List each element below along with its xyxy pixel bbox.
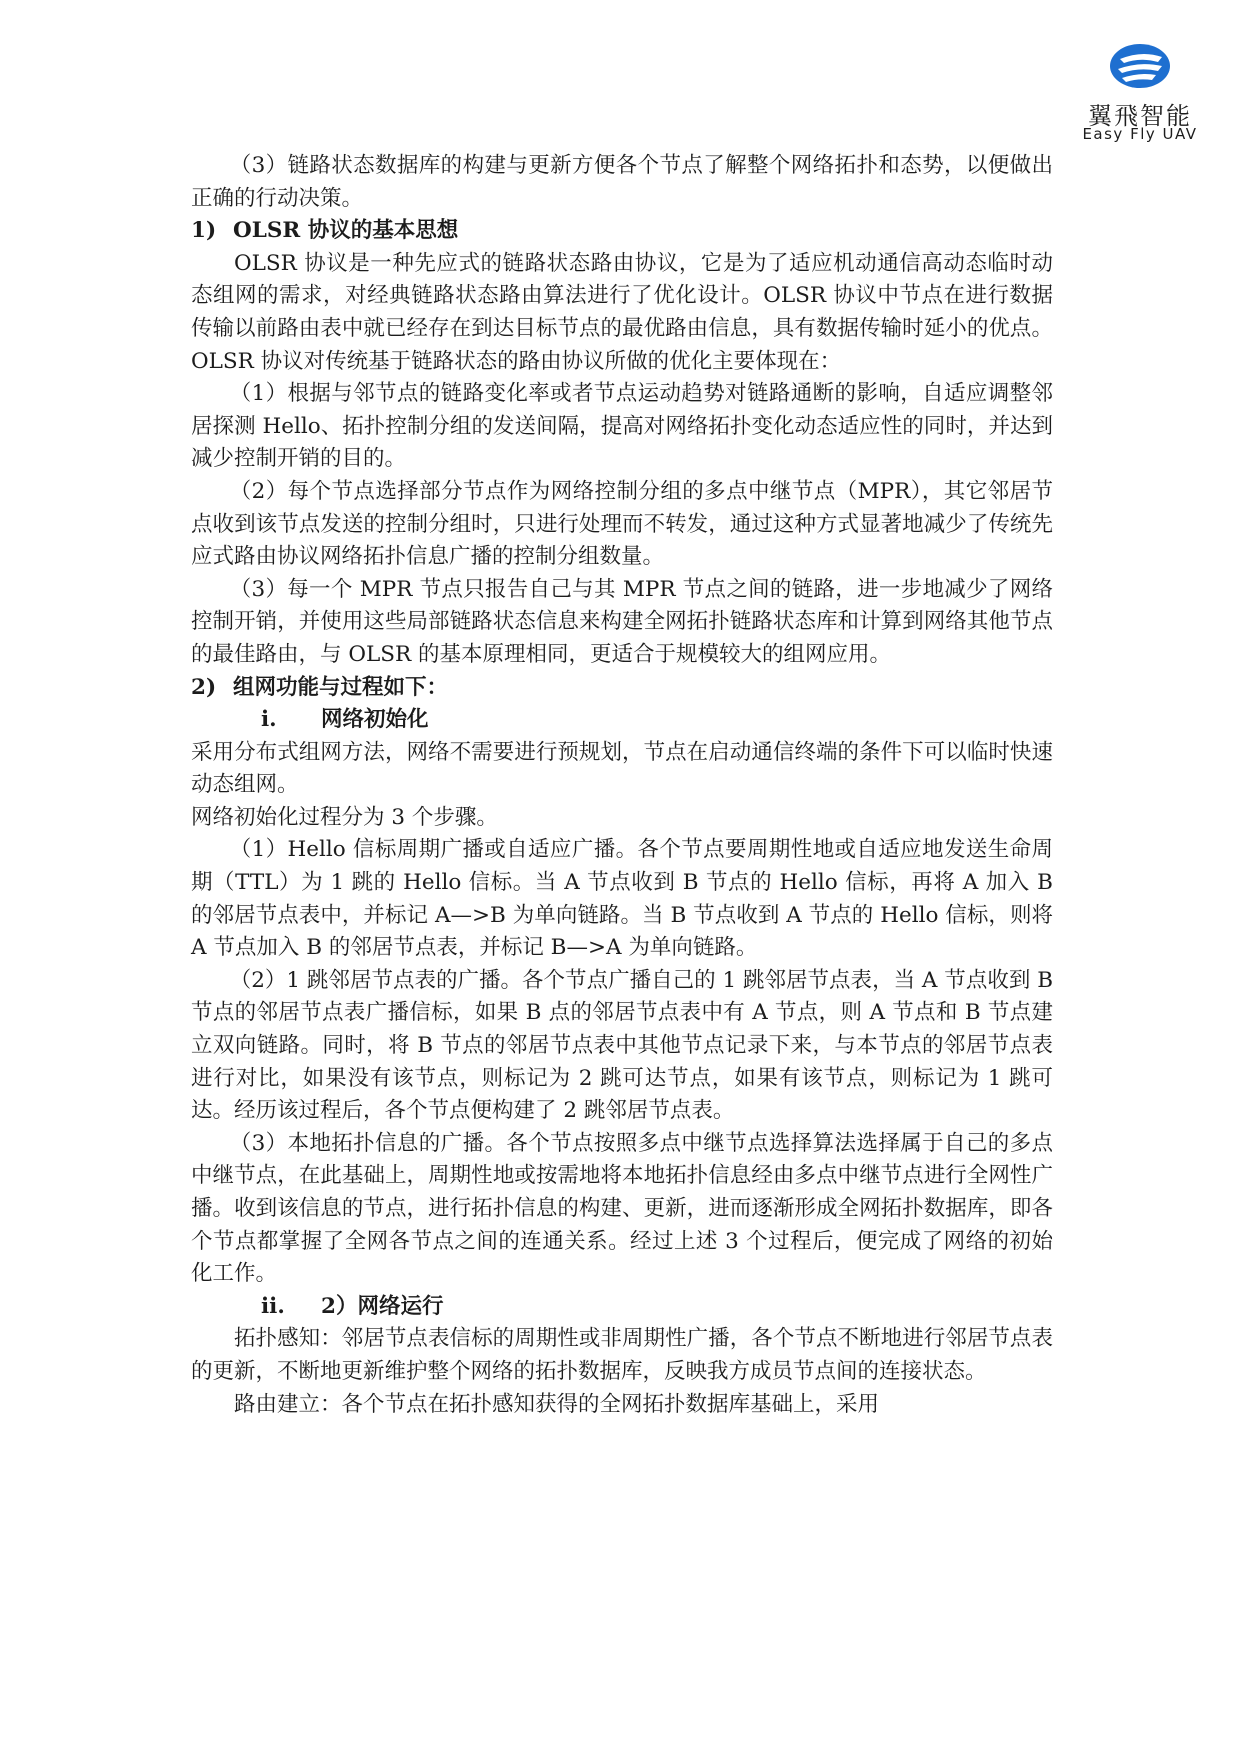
paragraph: （2）1 跳邻居节点表的广播。各个节点广播自己的 1 跳邻居节点表，当 A 节点收到 B 节点的邻居节点表广播信标，如果 B 点的邻居节点表中有 A 节点，则 A 节点和 B 节点建立双向链路。同时，将 B 节点的邻居节点表中其他节点记录下来，与本节点的邻居节点表进行对比，如果没有该节点，则标记为 2 跳可达节点，如果有该节点，则标记为 1 跳可达。经历该过程后，各个节点便构建了 2 跳邻居节点表。	[191, 967, 1053, 1124]
section-title: 组网功能与过程如下：	[233, 674, 449, 700]
subsection-number: ii.	[261, 1293, 285, 1319]
section-number: 2)	[191, 674, 217, 700]
paragraph: （3）每一个 MPR 节点只报告自己与其 MPR 节点之间的链路，进一步地减少了网络控制开销，并使用这些局部链路状态信息来构建全网拓扑链路状态库和计算到网络其他节点的最佳路由，与 OLSR 的基本原理相同，更适合于规模较大的组网应用。	[191, 576, 1053, 667]
section-title: OLSR 协议的基本思想	[233, 218, 459, 244]
paragraph: （1）Hello 信标周期广播或自适应广播。各个节点要周期性地或自适应地发送生命周期（TTL）为 1 跳的 Hello 信标。当 A 节点收到 B 节点的 Hello 信标，再将 A 加入 B 的邻居节点表中，并标记 A—>B 为单向链路。当 B 节点收到 A 节点的 Hello 信标，则将 A 节点加入 B 的邻居节点表，并标记 B—>A 为单向链路。	[191, 837, 1053, 961]
subsection-heading-ii	[191, 1291, 1053, 1324]
paragraph: （1）根据与邻节点的链路变化率或者节点运动趋势对链路通断的影响，自适应调整邻居探测 Hello、拓扑控制分组的发送间隔，提高对网络拓扑变化动态适应性的同时，并达到减少控制开销的目的。	[191, 381, 1053, 472]
paragraph: （2）每个节点选择部分节点作为网络控制分组的多点中继节点（MPR），其它邻居节点收到该节点发送的控制分组时，只进行处理而不转发，通过这种方式显著地减少了传统先应式路由协议网络拓扑信息广播的控制分组数量。	[191, 478, 1053, 570]
brand-name-en: Easy Fly UAV	[1082, 125, 1198, 143]
subsection-title: 网络初始化	[321, 707, 429, 733]
section-heading-2	[191, 672, 1053, 705]
subsection-heading-i	[191, 704, 1053, 737]
paragraph: 网络初始化过程分为 3 个步骤。	[191, 804, 498, 830]
brand-name-cn: 翼飛智能	[1088, 102, 1192, 130]
paragraph: OLSR 协议是一种先应式的链路状态路由协议，它是为了适应机动通信高动态临时动态组网的需求，对经典链路状态路由算法进行了优化设计。OLSR 协议中节点在进行数据传输以前路由表中就已经存在到达目标节点的最优路由信息，具有数据传输时延小的优点。OLSR 协议对传统基于链路状态的路由协议所做的优化主要体现在：	[191, 250, 1053, 374]
document-body	[191, 150, 1053, 1421]
easy-fly-logo-icon	[1108, 42, 1172, 90]
paragraph-intro: （3）链路状态数据库的构建与更新方便各个节点了解整个网络拓扑和态势，以便做出正确的行动决策。	[191, 153, 1053, 211]
paragraph: （3）本地拓扑信息的广播。各个节点按照多点中继节点选择算法选择属于自己的多点中继节点，在此基础上，周期性地或按需地将本地拓扑信息经由多点中继节点进行全网性广播。收到该信息的节点，进行拓扑信息的构建、更新，进而逐渐形成全网拓扑数据库，即各个节点都掌握了全网各节点之间的连通关系。经过上述 3 个过程后，便完成了网络的初始化工作。	[191, 1130, 1053, 1287]
paragraph: 拓扑感知：邻居节点表信标的周期性或非周期性广播，各个节点不断地进行邻居节点表的更新，不断地更新维护整个网络的拓扑数据库，反映我方成员节点间的连接状态。	[191, 1326, 1053, 1384]
subsection-number: i.	[261, 707, 277, 733]
section-number: 1)	[191, 218, 217, 244]
subsection-title: 2）网络运行	[321, 1293, 444, 1319]
paragraph: 采用分布式组网方法，网络不需要进行预规划，节点在启动通信终端的条件下可以临时快速动态组网。	[191, 739, 1053, 798]
brand-logo	[1075, 42, 1205, 142]
paragraph: 路由建立：各个节点在拓扑感知获得的全网拓扑数据库基础上，采用	[234, 1391, 880, 1417]
section-heading-1	[191, 215, 1053, 248]
